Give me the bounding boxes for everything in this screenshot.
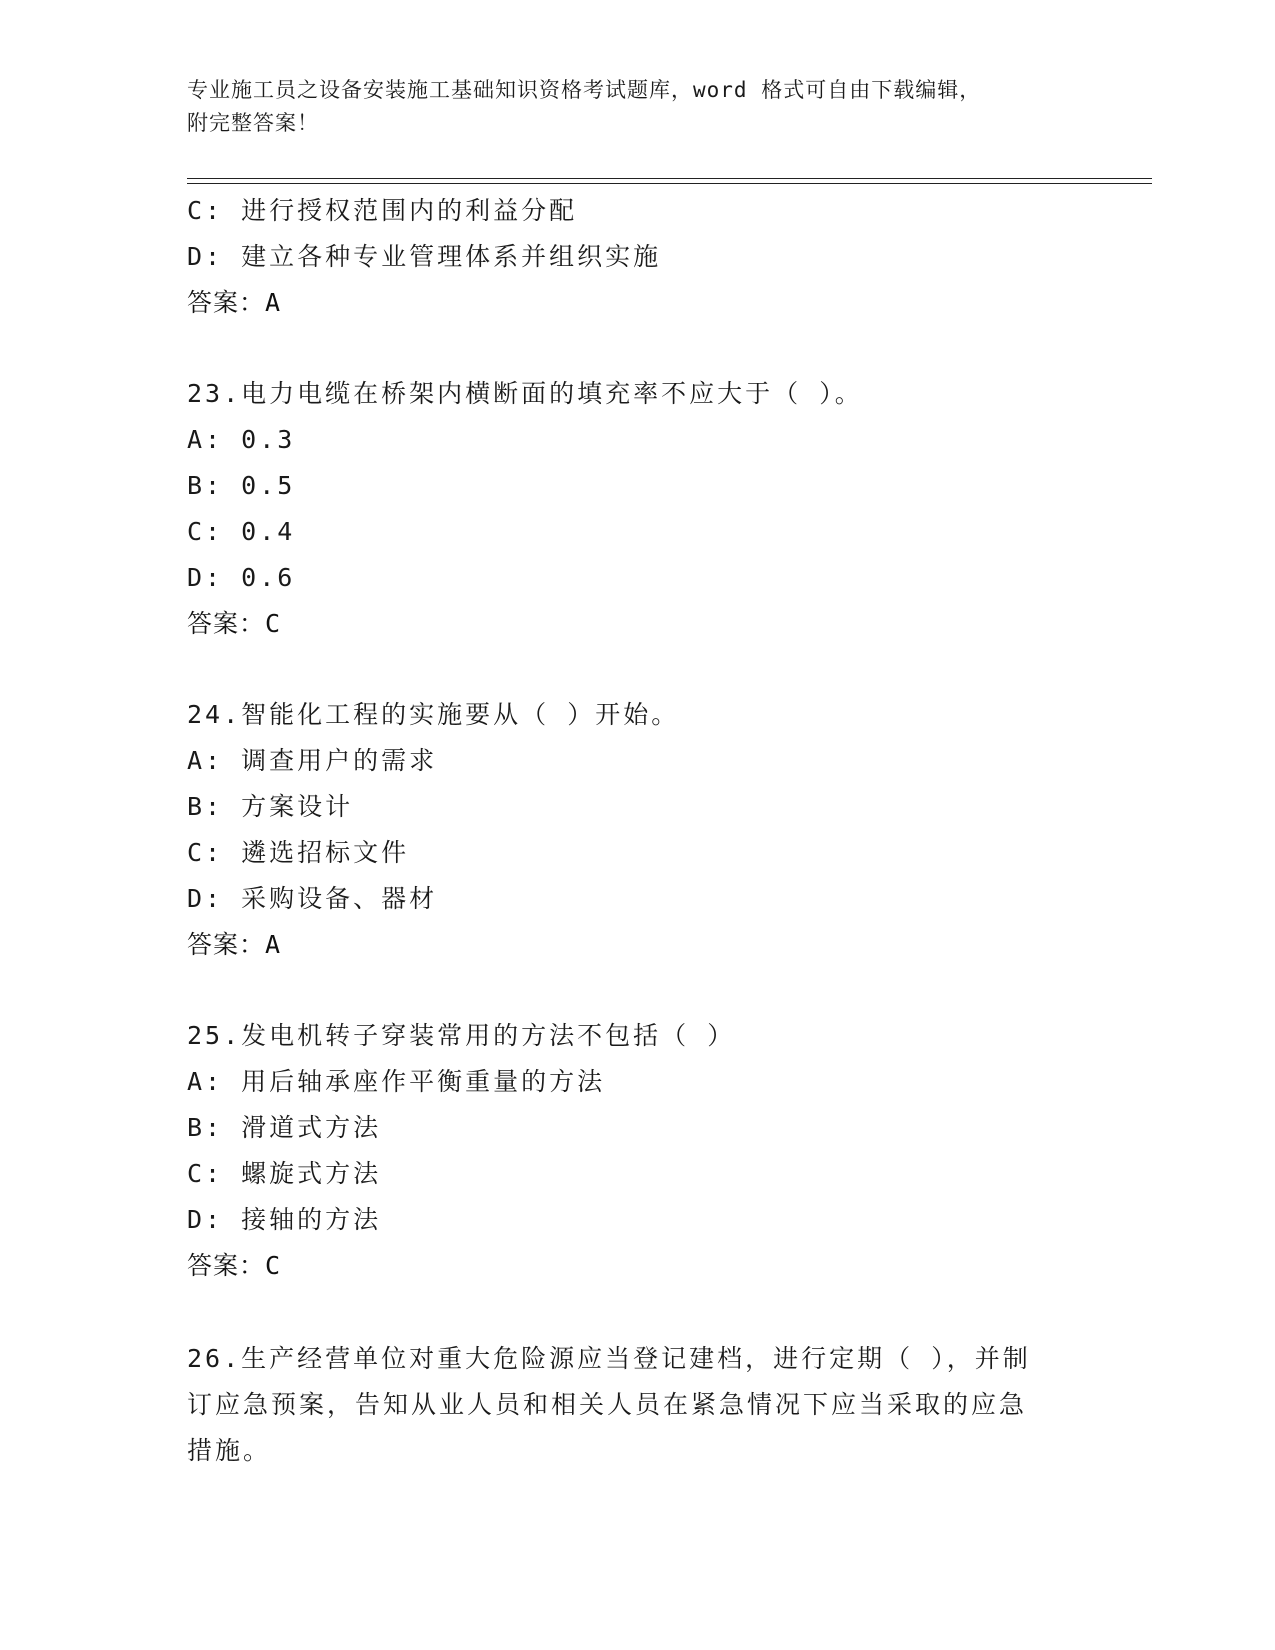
- answer-label: 答案：: [187, 930, 266, 959]
- header-divider-bottom: [187, 183, 1152, 184]
- answer-value: C: [265, 1251, 282, 1280]
- answer-line: [187, 922, 1087, 968]
- question-24: [187, 692, 1087, 968]
- question-stem: 23.电力电缆在桥架内横断面的填充率不应大于（ ）。: [187, 379, 863, 408]
- question-25: [187, 1013, 1087, 1289]
- answer-line: [187, 1243, 1087, 1289]
- option-c: C: 进行授权范围内的利益分配: [187, 196, 578, 225]
- option-d: D: 采购设备、器材: [187, 884, 438, 913]
- option-a: A: 调查用户的需求: [187, 746, 438, 775]
- option-b: B: 滑道式方法: [187, 1113, 382, 1142]
- option-d: D: 0.6: [187, 563, 296, 592]
- header-line-2: 附完整答案！: [187, 111, 319, 135]
- question-stem-line-2: 订应急预案，告知从业人员和相关人员在紧急情况下应当采取的应急: [187, 1390, 1028, 1419]
- answer-value: A: [265, 288, 282, 317]
- answer-line: [187, 280, 1087, 326]
- question-stem: 25.发电机转子穿装常用的方法不包括（ ）: [187, 1021, 736, 1050]
- document-header: [187, 74, 1067, 140]
- answer-label: 答案：: [187, 288, 266, 317]
- answer-value: C: [265, 609, 282, 638]
- question-22-tail: [187, 188, 1087, 326]
- option-d: D: 建立各种专业管理体系并组织实施: [187, 242, 662, 271]
- option-a: A: 0.3: [187, 425, 296, 454]
- header-divider-top: [187, 178, 1152, 179]
- question-stem-line-3: 措施。: [187, 1436, 272, 1465]
- option-c: C: 螺旋式方法: [187, 1159, 382, 1188]
- option-c: C: 0.4: [187, 517, 296, 546]
- answer-line: [187, 601, 1087, 647]
- option-b: B: 方案设计: [187, 792, 354, 821]
- question-23: [187, 371, 1087, 647]
- header-line-1: 专业施工员之设备安装施工基础知识资格考试题库，word 格式可自由下载编辑，: [187, 78, 982, 102]
- question-stem: 24.智能化工程的实施要从（ ）开始。: [187, 700, 680, 729]
- option-d: D: 接轴的方法: [187, 1205, 382, 1234]
- option-b: B: 0.5: [187, 471, 296, 500]
- question-stem-line-1: 26.生产经营单位对重大危险源应当登记建档，进行定期（ ），并制: [187, 1344, 1031, 1373]
- answer-label: 答案：: [187, 609, 266, 638]
- answer-value: A: [265, 930, 282, 959]
- question-list: [187, 188, 1087, 1474]
- answer-label: 答案：: [187, 1251, 266, 1280]
- question-26: [187, 1336, 1057, 1474]
- option-c: C: 遴选招标文件: [187, 838, 410, 867]
- option-a: A: 用后轴承座作平衡重量的方法: [187, 1067, 606, 1096]
